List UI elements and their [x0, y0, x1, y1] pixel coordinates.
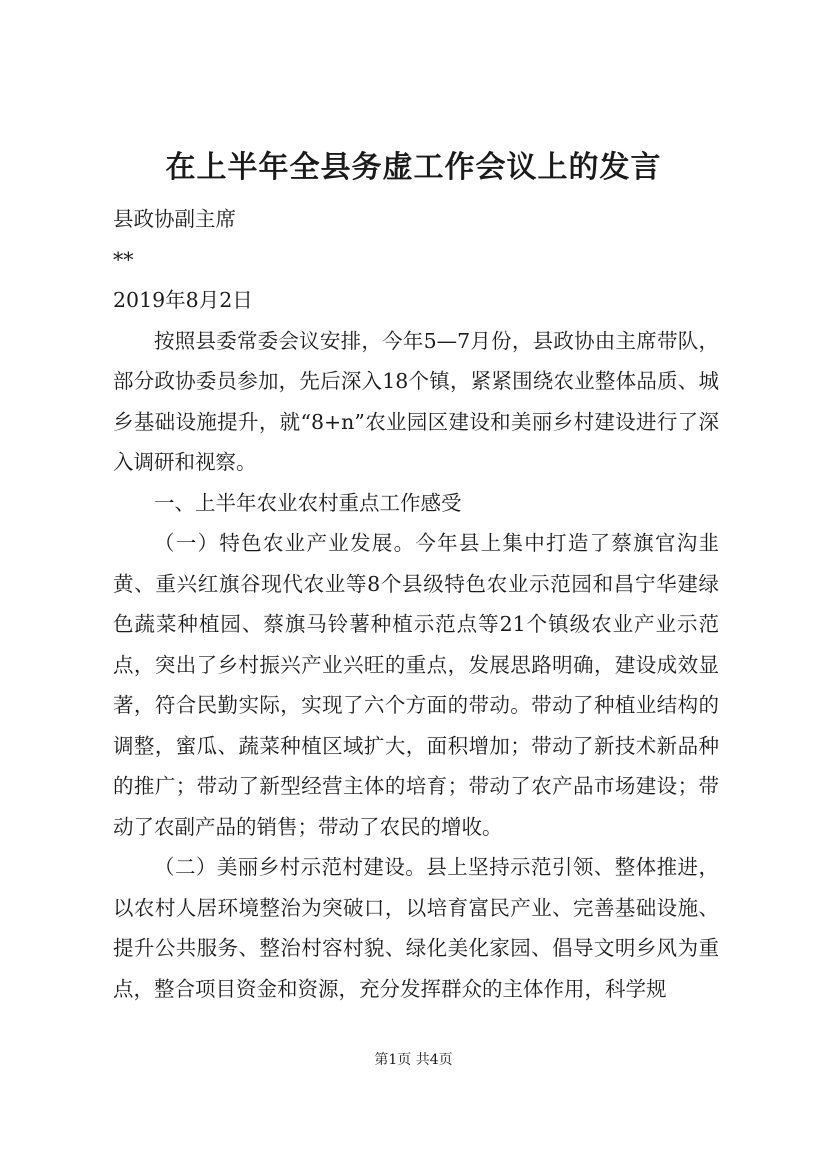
paragraph-intro: 按照县委常委会议安排，今年5—7月份，县政协由主席带队，部分政协委员参加，先后深入18个镇，紧紧围绕农业整体品质、城乡基础设施提升，就“8+n”农业园区建设和美丽乡村建设进行了深入调研和视察。 [113, 328, 719, 474]
page-footer [0, 1050, 827, 1070]
paragraph-village: （二）美丽乡村示范村建设。县上坚持示范引领、整体推进，以农村人居环境整治为突破口，以培育富民产业、完善基础设施、提升公共服务、整治村容村貌、绿化美化家园、倡导文明乡风为重点，整合项目资金和资源，充分发挥群众的主体作用，科学规 [113, 855, 719, 1001]
document-body [113, 199, 719, 1009]
page-number: 1 [388, 1052, 398, 1068]
document-title: 在上半年全县务虚工作会议上的发言 [165, 150, 662, 185]
page-prefix: 第 [374, 1052, 389, 1068]
author-name: ** [113, 247, 134, 272]
paragraph-agriculture: （一）特色农业产业发展。今年县上集中打造了蔡旗官沟韭黄、重兴红旗谷现代农业等8个县级特色农业示范园和昌宁华建绿色蔬菜种植园、蔡旗马铃薯种植示范点等21个镇级农业产业示范点，突出了乡村振兴产业兴旺的重点，发展思路明确，建设成效显著，符合民勤实际，实现了六个方面的带动。带动了种植业结构的调整，蜜瓜、蔬菜种植区域扩大，面积增加；带动了新技术新品种的推广；带动了新型经营主体的培育；带动了农产品市场建设；带动了农副产品的销售；带动了农民的增收。 [113, 531, 719, 839]
page-mid: 页 共 [397, 1052, 430, 1068]
page-total: 4 [429, 1052, 439, 1068]
author-position: 县政协副主席 [113, 207, 236, 231]
document-date: 2019年8月2日 [113, 288, 253, 312]
page-suffix: 页 [438, 1052, 453, 1068]
section-heading: 一、上半年农业农村重点工作感受 [154, 490, 462, 515]
